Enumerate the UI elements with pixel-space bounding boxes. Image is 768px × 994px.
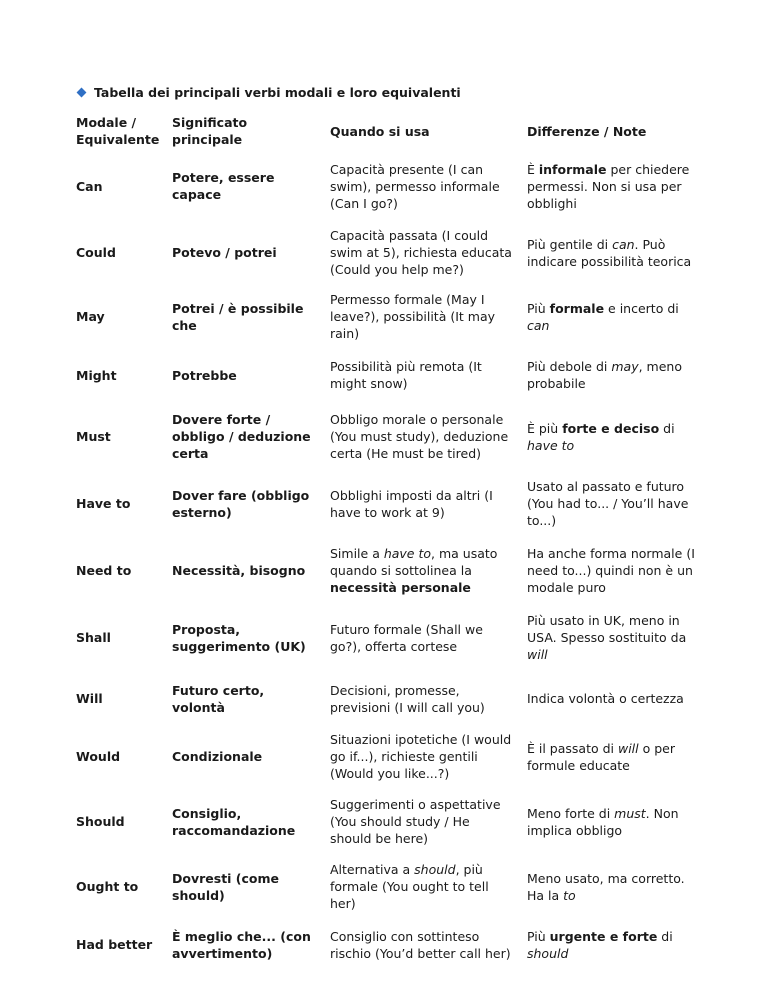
cell-notes bbox=[521, 856, 702, 917]
header-usage: Quando si usa bbox=[330, 123, 430, 139]
cell-usage: Consiglio con sottinteso rischio (You’d better call her) bbox=[330, 928, 511, 961]
cell-modal: Should bbox=[76, 814, 125, 829]
cell-modal: Ought to bbox=[76, 879, 139, 894]
cell-usage bbox=[324, 537, 521, 604]
notes-part: o per formule educate bbox=[527, 740, 675, 773]
cell-meaning: Dovresti (come should) bbox=[172, 870, 280, 903]
notes-part: , meno probabile bbox=[527, 359, 682, 391]
cell-notes bbox=[521, 604, 702, 671]
cell-modal: Had better bbox=[76, 937, 153, 952]
notes-part: urgente e forte bbox=[549, 928, 658, 944]
cell-modal: Must bbox=[76, 429, 111, 444]
usage-part: should bbox=[414, 862, 456, 877]
usage-part: Simile a bbox=[330, 546, 384, 561]
table-row bbox=[70, 219, 702, 286]
usage-part: , ma usato quando si sottolinea la bbox=[330, 546, 498, 578]
notes-part: di bbox=[657, 928, 673, 944]
notes-part: may bbox=[611, 359, 639, 374]
cell-usage: Capacità passata (I could swim at 5), richiesta educata (Could you help me?) bbox=[330, 228, 512, 277]
cell-modal: Shall bbox=[76, 630, 111, 645]
table-row bbox=[70, 671, 702, 726]
cell-usage: Decisioni, promesse, previsioni (I will call you) bbox=[330, 682, 485, 715]
cell-notes bbox=[521, 787, 702, 856]
notes-part: per chiedere permessi. Non si usa per obblighi bbox=[527, 161, 690, 211]
cell-notes bbox=[521, 917, 702, 972]
cell-meaning: È meglio che... (con avvertimento) bbox=[172, 928, 311, 961]
header-modal: Modale / Equivalente bbox=[76, 115, 160, 147]
notes-part: should bbox=[527, 945, 569, 961]
cell-modal: May bbox=[76, 309, 105, 324]
cell-notes bbox=[521, 726, 702, 787]
table-row bbox=[70, 470, 702, 537]
cell-usage: Permesso formale (May I leave?), possibilità (It may rain) bbox=[330, 292, 496, 341]
usage-part: , più formale (You ought to tell her) bbox=[330, 862, 489, 911]
cell-modal: Need to bbox=[76, 563, 132, 578]
notes-part: È il passato di bbox=[527, 740, 618, 756]
notes-part: È bbox=[527, 161, 539, 177]
cell-meaning: Dover fare (obbligo esterno) bbox=[172, 487, 310, 520]
table-row bbox=[70, 726, 702, 787]
notes-part: . Non implica obbligo bbox=[527, 805, 679, 838]
cell-notes bbox=[521, 219, 702, 286]
usage-part: Alternativa a bbox=[330, 862, 415, 877]
cell-usage: Suggerimenti o aspettative (You should study / He should be here) bbox=[330, 797, 501, 846]
table-row bbox=[70, 286, 702, 347]
cell-usage: Futuro formale (Shall we go?), offerta cortese bbox=[330, 621, 483, 654]
notes-part: Più gentile di bbox=[527, 236, 613, 252]
notes-part: . Può indicare possibilità teorica bbox=[527, 236, 692, 269]
usage-part: necessità personale bbox=[330, 580, 471, 595]
cell-usage bbox=[324, 856, 521, 917]
table-heading bbox=[78, 85, 461, 100]
table-row bbox=[70, 787, 702, 856]
cell-meaning: Potrei / è possibile che bbox=[172, 300, 304, 333]
cell-modal: Could bbox=[76, 245, 116, 260]
cell-meaning: Potere, essere capace bbox=[172, 170, 275, 202]
cell-meaning: Dovere forte / obbligo / deduzione certa bbox=[172, 412, 311, 461]
notes-part: Usato al passato e futuro (You had to... / You’ll have to...) bbox=[527, 479, 689, 528]
cell-usage: Situazioni ipotetiche (I would go if...), richieste gentili (Would you like...?) bbox=[330, 732, 512, 781]
cell-modal: Would bbox=[76, 749, 121, 764]
table-row bbox=[70, 604, 702, 671]
heading-text: Tabella dei principali verbi modali e loro equivalenti bbox=[94, 85, 461, 100]
table-row bbox=[70, 347, 702, 403]
cell-meaning: Potevo / potrei bbox=[172, 245, 277, 260]
notes-part: Ha anche forma normale (I need to...) quindi non è un modale puro bbox=[527, 546, 695, 595]
modal-verbs-table bbox=[70, 109, 702, 972]
cell-notes bbox=[521, 153, 702, 219]
notes-part: will bbox=[617, 740, 639, 756]
cell-notes bbox=[521, 286, 702, 347]
notes-part: Più bbox=[527, 300, 550, 316]
table-row bbox=[70, 537, 702, 604]
table-row bbox=[70, 917, 702, 972]
cell-modal: Will bbox=[76, 691, 103, 706]
cell-notes bbox=[521, 537, 702, 604]
cell-notes bbox=[521, 403, 702, 470]
cell-modal: Can bbox=[76, 178, 103, 194]
usage-part: have to bbox=[383, 546, 432, 561]
header-meaning: Significato principale bbox=[172, 115, 248, 147]
notes-part: di bbox=[659, 420, 675, 436]
cell-meaning: Condizionale bbox=[172, 749, 263, 764]
header-notes: Differenze / Note bbox=[527, 123, 647, 139]
cell-modal: Might bbox=[76, 367, 117, 383]
notes-part: Più usato in UK, meno in USA. Spesso sostituito da bbox=[527, 613, 687, 645]
notes-part: forte e deciso bbox=[562, 420, 660, 436]
notes-part: È più bbox=[527, 420, 563, 436]
cell-notes bbox=[521, 347, 702, 403]
cell-modal: Have to bbox=[76, 496, 131, 511]
cell-usage: Capacità presente (I can swim), permesso informale (Can I go?) bbox=[330, 161, 500, 211]
notes-part: Meno usato, ma corretto. Ha la bbox=[527, 870, 685, 903]
notes-part: Più bbox=[527, 928, 550, 944]
cell-usage: Possibilità più remota (It might snow) bbox=[330, 359, 482, 391]
diamond-bullet-icon bbox=[77, 88, 87, 98]
notes-part: formale bbox=[549, 300, 605, 316]
notes-part: informale bbox=[538, 161, 607, 177]
cell-notes bbox=[521, 671, 702, 726]
cell-meaning: Necessità, bisogno bbox=[172, 563, 306, 578]
notes-part: to bbox=[563, 887, 576, 903]
notes-part: can bbox=[612, 236, 635, 252]
notes-part: must bbox=[614, 805, 646, 821]
notes-part: e incerto di bbox=[604, 300, 679, 316]
notes-part: Più debole di bbox=[527, 359, 612, 374]
cell-meaning: Potrebbe bbox=[172, 367, 237, 383]
notes-part: can bbox=[527, 317, 550, 333]
table-row bbox=[70, 856, 702, 917]
notes-part: Indica volontà o certezza bbox=[527, 691, 684, 706]
cell-meaning: Futuro certo, volontà bbox=[172, 682, 265, 715]
cell-meaning: Proposta, suggerimento (UK) bbox=[172, 621, 306, 654]
cell-meaning: Consiglio, raccomandazione bbox=[172, 805, 296, 838]
cell-usage: Obblighi imposti da altri (I have to work at 9) bbox=[330, 487, 493, 520]
cell-notes bbox=[521, 470, 702, 537]
notes-part: will bbox=[527, 647, 548, 662]
table-header-row bbox=[70, 109, 702, 153]
cell-usage: Obbligo morale o personale (You must study), deduzione certa (He must be tired) bbox=[330, 412, 509, 461]
notes-part: have to bbox=[527, 437, 575, 453]
table-row bbox=[70, 403, 702, 470]
table-row bbox=[70, 153, 702, 219]
notes-part: Meno forte di bbox=[527, 805, 615, 821]
